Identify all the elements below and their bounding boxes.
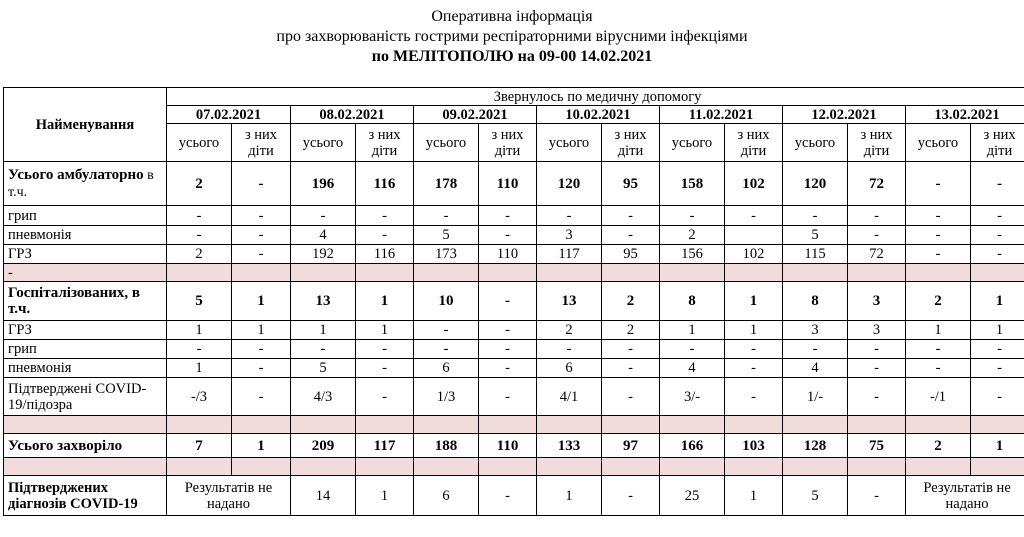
table-cell: 5 — [291, 359, 356, 378]
table-cell: 6 — [414, 476, 479, 516]
table-cell — [725, 226, 783, 245]
table-cell: 5 — [167, 282, 232, 321]
table-cell: - — [232, 206, 291, 226]
table-cell — [356, 264, 414, 282]
table-cell: - — [356, 226, 414, 245]
table-cell — [291, 264, 356, 282]
table-cell: 6 — [414, 359, 479, 378]
table-cell: 3/- — [660, 378, 725, 416]
table-cell — [291, 458, 356, 476]
row-label — [4, 162, 167, 206]
table-cell: - — [848, 340, 906, 359]
table-cell: 178 — [414, 162, 479, 206]
table-cell: 1 — [167, 359, 232, 378]
row-label: пневмонія — [4, 359, 167, 378]
table-cell: 8 — [660, 282, 725, 321]
table-cell: - — [971, 359, 1024, 378]
row-label: - — [4, 264, 167, 282]
table-cell: 4/3 — [291, 378, 356, 416]
table-cell: 102 — [725, 162, 783, 206]
table-cell: - — [537, 340, 602, 359]
row-label — [4, 416, 167, 434]
table-cell: 116 — [356, 245, 414, 264]
group-header: Звернулось по медичну допомогу — [167, 88, 1024, 106]
table-cell: - — [971, 162, 1024, 206]
table-cell: - — [906, 206, 971, 226]
table-cell: 2 — [537, 321, 602, 340]
table-cell: - — [414, 340, 479, 359]
table-cell: -/3 — [167, 378, 232, 416]
table-cell: 110 — [479, 162, 537, 206]
table-cell: 1 — [356, 282, 414, 321]
subheader-kids: з них діти — [232, 124, 291, 162]
table-cell — [725, 458, 783, 476]
table-cell: - — [232, 226, 291, 245]
table-cell: 173 — [414, 245, 479, 264]
table-cell: - — [602, 359, 660, 378]
table-cell: 72 — [848, 245, 906, 264]
table-cell — [537, 264, 602, 282]
table-cell — [602, 458, 660, 476]
table-cell: - — [232, 162, 291, 206]
row-label — [4, 282, 167, 321]
table-cell: 1 — [232, 321, 291, 340]
table-cell: 158 — [660, 162, 725, 206]
table-cell: - — [356, 359, 414, 378]
table-cell — [906, 416, 971, 434]
table-cell: 196 — [291, 162, 356, 206]
date-header: 08.02.2021 — [291, 106, 414, 124]
table-cell: - — [848, 378, 906, 416]
table-cell: 128 — [783, 434, 848, 458]
table-row — [4, 162, 1024, 206]
row-label — [4, 458, 167, 476]
table-cell — [291, 416, 356, 434]
table-cell: 2 — [906, 282, 971, 321]
table-cell — [848, 458, 906, 476]
table-cell — [479, 458, 537, 476]
table-cell: 4 — [660, 359, 725, 378]
table-cell: 5 — [414, 226, 479, 245]
table-cell — [783, 416, 848, 434]
table-cell: 13 — [537, 282, 602, 321]
table-row — [4, 321, 1024, 340]
table-cell: - — [356, 206, 414, 226]
table-cell: - — [971, 226, 1024, 245]
table-cell: 1 — [537, 476, 602, 516]
table-cell: 3 — [537, 226, 602, 245]
table-row — [4, 226, 1024, 245]
table-row — [4, 264, 1024, 282]
table-cell: - — [602, 476, 660, 516]
table-cell: - — [479, 359, 537, 378]
table-cell: - — [232, 340, 291, 359]
table-row — [4, 378, 1024, 416]
subheader-kids: з них діти — [479, 124, 537, 162]
row-label-bold: Усього захворіло — [8, 437, 123, 454]
table-cell: 3 — [848, 282, 906, 321]
subheader-total: усього — [167, 124, 232, 162]
table-cell: 1 — [971, 434, 1024, 458]
table-row — [4, 458, 1024, 476]
table-cell — [602, 264, 660, 282]
table-cell: 2 — [167, 162, 232, 206]
table-cell: 1 — [725, 321, 783, 340]
table-cell — [725, 264, 783, 282]
table-cell: 133 — [537, 434, 602, 458]
table-cell: 1 — [725, 282, 783, 321]
date-header: 13.02.2021 — [906, 106, 1024, 124]
subheader-total: усього — [906, 124, 971, 162]
table-cell: 5 — [783, 476, 848, 516]
table-cell: - — [414, 321, 479, 340]
table-cell: 116 — [356, 162, 414, 206]
table-cell — [414, 416, 479, 434]
table-cell: 110 — [479, 434, 537, 458]
table-cell: - — [848, 476, 906, 516]
date-header: 09.02.2021 — [414, 106, 537, 124]
table-cell: - — [167, 226, 232, 245]
row-label-suffix: в т.ч. — [8, 167, 154, 200]
table-cell: - — [291, 206, 356, 226]
table-row — [4, 434, 1024, 458]
table-cell: 95 — [602, 245, 660, 264]
table-cell: - — [848, 206, 906, 226]
row-label: ГРЗ — [4, 245, 167, 264]
table-cell: 1 — [725, 476, 783, 516]
table-cell: - — [479, 282, 537, 321]
table-cell: - — [848, 226, 906, 245]
header-line-3: по МЕЛІТОПОЛЮ на 09-00 14.02.2021 — [371, 48, 653, 65]
table-cell: 72 — [848, 162, 906, 206]
table-row — [4, 245, 1024, 264]
table-cell: - — [479, 340, 537, 359]
table-cell: - — [971, 378, 1024, 416]
table-cell: 95 — [602, 162, 660, 206]
table-cell: 1 — [232, 434, 291, 458]
table-cell — [783, 264, 848, 282]
row-label: Підтверджених діагнозів COVID-19 — [4, 476, 167, 516]
table-cell: 156 — [660, 245, 725, 264]
subheader-kids: з них діти — [848, 124, 906, 162]
subheader-total: усього — [660, 124, 725, 162]
table-cell: 8 — [783, 282, 848, 321]
no-results-cell: Результатів не надано — [167, 476, 291, 516]
subheader-total: усього — [783, 124, 848, 162]
table-cell: 13 — [291, 282, 356, 321]
date-header: 10.02.2021 — [537, 106, 660, 124]
table-cell: 1 — [660, 321, 725, 340]
table-cell — [906, 264, 971, 282]
table-cell: - — [479, 476, 537, 516]
table-cell: - — [479, 378, 537, 416]
table-cell: 1 — [971, 321, 1024, 340]
subheader-total: усього — [537, 124, 602, 162]
table-cell: - — [660, 340, 725, 359]
table-cell: - — [602, 340, 660, 359]
table-cell: - — [725, 359, 783, 378]
table-cell: - — [906, 245, 971, 264]
table-cell — [167, 416, 232, 434]
table-cell: 2 — [602, 282, 660, 321]
table-row — [4, 340, 1024, 359]
subheader-total: усього — [414, 124, 479, 162]
date-header: 11.02.2021 — [660, 106, 783, 124]
name-column-header: Найменування — [4, 88, 167, 162]
no-results-cell: Результатів не надано — [906, 476, 1024, 516]
table-cell: - — [971, 340, 1024, 359]
table-cell — [848, 264, 906, 282]
table-cell: - — [660, 206, 725, 226]
table-row — [4, 206, 1024, 226]
table-cell — [479, 416, 537, 434]
table-cell: 188 — [414, 434, 479, 458]
table-cell: 4 — [291, 226, 356, 245]
table-cell — [906, 458, 971, 476]
table-cell: 1/3 — [414, 378, 479, 416]
table-cell: 102 — [725, 245, 783, 264]
table-cell: 1/- — [783, 378, 848, 416]
table-cell: 3 — [783, 321, 848, 340]
table-cell — [232, 458, 291, 476]
table-cell: - — [291, 340, 356, 359]
table-cell: - — [602, 206, 660, 226]
table-cell: - — [906, 359, 971, 378]
table-cell: 2 — [602, 321, 660, 340]
subheader-kids: з них діти — [971, 124, 1024, 162]
table-cell — [660, 458, 725, 476]
table-cell: - — [167, 340, 232, 359]
row-label: грип — [4, 206, 167, 226]
table-cell: - — [356, 340, 414, 359]
table-cell — [479, 264, 537, 282]
table-cell: 97 — [602, 434, 660, 458]
covid-confirmed-row — [4, 476, 1024, 516]
table-cell — [232, 416, 291, 434]
table-cell: - — [725, 206, 783, 226]
table-cell — [232, 264, 291, 282]
table-cell: 75 — [848, 434, 906, 458]
table-cell: 2 — [660, 226, 725, 245]
date-header: 12.02.2021 — [783, 106, 906, 124]
table-cell: - — [479, 226, 537, 245]
table-cell: - — [232, 359, 291, 378]
table-cell: - — [232, 245, 291, 264]
table-cell: 3 — [848, 321, 906, 340]
table-cell — [971, 416, 1024, 434]
table-cell: - — [783, 340, 848, 359]
row-label: грип — [4, 340, 167, 359]
table-cell — [660, 264, 725, 282]
table-cell: 115 — [783, 245, 848, 264]
table-cell — [783, 458, 848, 476]
table-cell: - — [356, 378, 414, 416]
subheader-total: усього — [291, 124, 356, 162]
table-cell — [537, 458, 602, 476]
table-row — [4, 359, 1024, 378]
table-cell — [356, 416, 414, 434]
row-label: Підтверджені COVID-19/підозра — [4, 378, 167, 416]
table-cell: 1 — [356, 476, 414, 516]
table-cell: 1 — [906, 321, 971, 340]
table-cell: - — [906, 340, 971, 359]
table-cell: 5 — [783, 226, 848, 245]
table-cell: 2 — [906, 434, 971, 458]
table-cell: 4/1 — [537, 378, 602, 416]
table-cell: 4 — [783, 359, 848, 378]
table-cell: 1 — [167, 321, 232, 340]
table-cell: -/1 — [906, 378, 971, 416]
table-cell: - — [602, 378, 660, 416]
table-cell: 120 — [537, 162, 602, 206]
table-cell: - — [848, 359, 906, 378]
table-row — [4, 282, 1024, 321]
table-cell: - — [971, 245, 1024, 264]
table-cell — [537, 416, 602, 434]
table-cell: 117 — [356, 434, 414, 458]
table-cell — [725, 416, 783, 434]
table-cell: - — [232, 378, 291, 416]
table-cell: 103 — [725, 434, 783, 458]
table-cell — [167, 264, 232, 282]
table-cell: 209 — [291, 434, 356, 458]
table-cell — [971, 264, 1024, 282]
table-cell — [167, 458, 232, 476]
row-label: пневмонія — [4, 226, 167, 245]
row-label: ГРЗ — [4, 321, 167, 340]
table-cell: 1 — [356, 321, 414, 340]
table-row — [4, 416, 1024, 434]
table-cell: 192 — [291, 245, 356, 264]
table-cell: - — [971, 206, 1024, 226]
table-cell: - — [167, 206, 232, 226]
table-cell — [414, 458, 479, 476]
table-cell: 14 — [291, 476, 356, 516]
table-cell: 166 — [660, 434, 725, 458]
table-cell: 7 — [167, 434, 232, 458]
table-cell — [414, 264, 479, 282]
table-cell: - — [537, 206, 602, 226]
table-cell: - — [414, 206, 479, 226]
table-cell: - — [479, 206, 537, 226]
table-cell: 6 — [537, 359, 602, 378]
table-cell — [848, 416, 906, 434]
table-cell: 1 — [971, 282, 1024, 321]
table-cell: 2 — [167, 245, 232, 264]
table-cell: 25 — [660, 476, 725, 516]
table-cell: - — [602, 226, 660, 245]
table-cell — [971, 458, 1024, 476]
table-cell: - — [906, 162, 971, 206]
table-cell: - — [725, 378, 783, 416]
table-cell: - — [725, 340, 783, 359]
table-cell: - — [906, 226, 971, 245]
subheader-kids: з них діти — [725, 124, 783, 162]
row-label-bold: Госпіталізованих, в т.ч. — [8, 285, 141, 317]
subheader-kids: з них діти — [356, 124, 414, 162]
table-cell: 1 — [291, 321, 356, 340]
row-label-bold: Усього амбулаторно — [8, 166, 144, 183]
morbidity-table — [3, 87, 1024, 516]
table-cell: - — [783, 206, 848, 226]
date-header: 07.02.2021 — [167, 106, 291, 124]
header-line-2: про захворюваність гострими респіраторними вірусними інфекціями — [276, 28, 748, 45]
table-cell: - — [479, 321, 537, 340]
table-cell: 110 — [479, 245, 537, 264]
header-line-1: Оперативна інформація — [431, 8, 593, 25]
table-cell: 120 — [783, 162, 848, 206]
subheader-kids: з них діти — [602, 124, 660, 162]
table-cell — [602, 416, 660, 434]
row-label — [4, 434, 167, 458]
table-cell: 117 — [537, 245, 602, 264]
table-cell: 1 — [232, 282, 291, 321]
table-cell — [356, 458, 414, 476]
table-cell: 10 — [414, 282, 479, 321]
table-cell — [660, 416, 725, 434]
